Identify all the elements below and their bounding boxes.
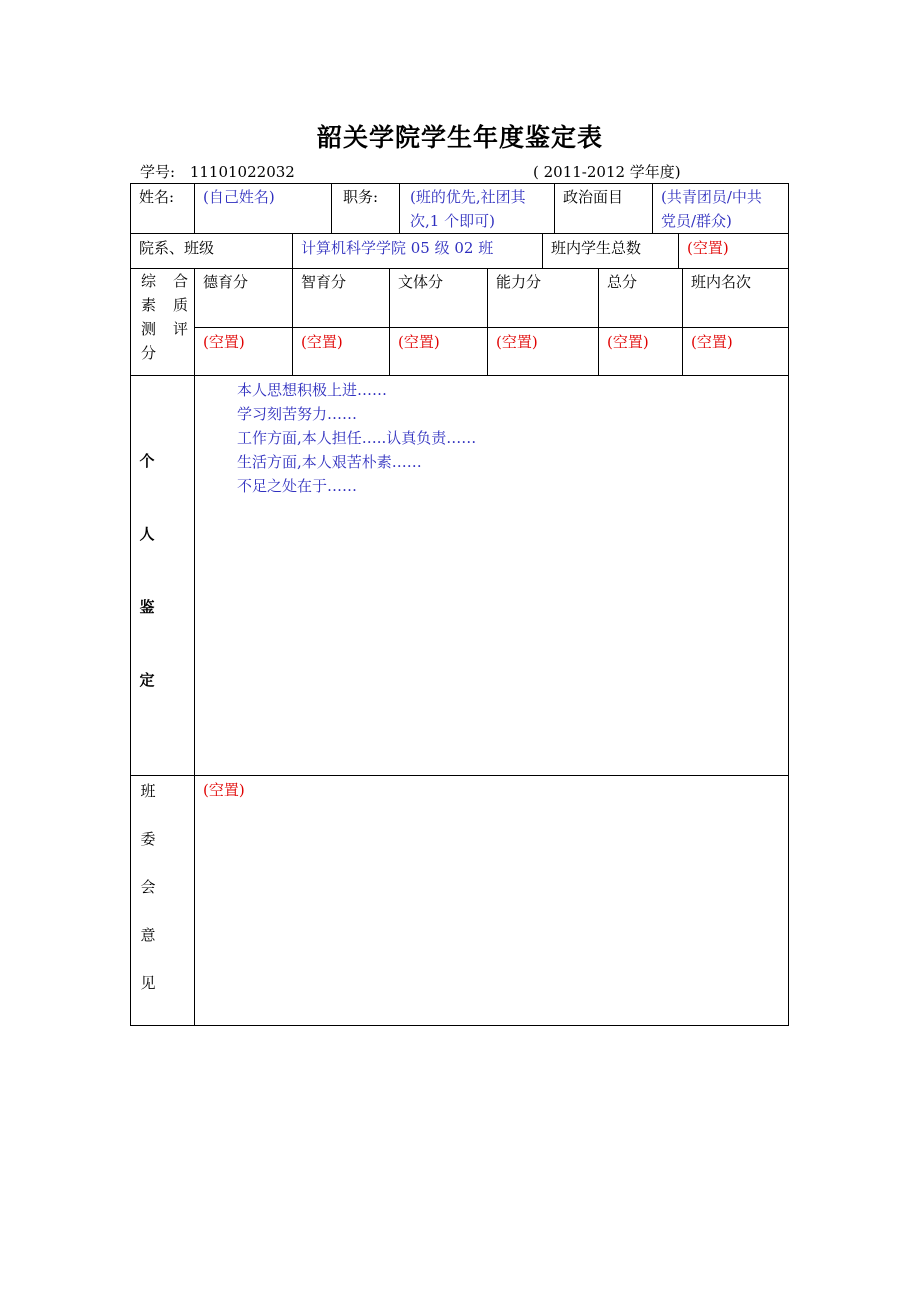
self-side-char: 个 xyxy=(139,452,155,470)
position-label: 职务: xyxy=(343,188,379,206)
appraisal-form xyxy=(130,183,789,1026)
score-header-total: 总分 xyxy=(607,273,638,291)
committee-side-char: 意 xyxy=(140,926,156,944)
self-line: 工作方面,本人担任…..认真负责…… xyxy=(237,429,477,447)
school-year: ( 2011-2012 学年度) xyxy=(533,163,681,181)
self-assessment-text[interactable] xyxy=(237,378,476,498)
student-id-label: 学号: xyxy=(140,163,176,181)
name-field[interactable]: (自己姓名) xyxy=(203,188,275,206)
score-side-char: 素 xyxy=(141,296,157,314)
score-side-char: 分 xyxy=(141,344,157,362)
score-header-rank: 班内名次 xyxy=(691,273,752,291)
score-value-ability[interactable]: (空置) xyxy=(496,333,538,351)
class-total-label: 班内学生总数 xyxy=(551,239,642,257)
name-label: 姓名: xyxy=(139,188,175,206)
student-id-value: 11101022032 xyxy=(189,163,295,181)
score-side-char: 测 xyxy=(141,320,157,338)
score-value-total[interactable]: (空置) xyxy=(607,333,649,351)
score-header-intellect: 智育分 xyxy=(301,273,347,291)
dept-field[interactable]: 计算机科学学院 05 级 02 班 xyxy=(301,239,494,257)
score-header-ability: 能力分 xyxy=(496,273,542,291)
score-side-char: 综 xyxy=(141,272,157,290)
committee-side-char: 班 xyxy=(140,782,156,800)
self-side-char: 定 xyxy=(139,671,155,689)
student-id-line xyxy=(140,161,295,182)
score-value-intellect[interactable]: (空置) xyxy=(301,333,343,351)
self-line: 本人思想积极上进…… xyxy=(237,381,388,399)
position-value-line2: 次,1 个即可) xyxy=(410,212,495,230)
self-side-char: 人 xyxy=(139,525,155,543)
political-field[interactable] xyxy=(661,185,762,233)
score-side-char: 合 xyxy=(173,272,189,290)
score-side-char: 质 xyxy=(173,296,189,314)
score-value-rank[interactable]: (空置) xyxy=(691,333,733,351)
self-line: 学习刻苦努力…… xyxy=(237,405,358,423)
score-side-label xyxy=(141,269,188,365)
political-value-line2: 党员/群众) xyxy=(661,212,732,230)
score-value-sports[interactable]: (空置) xyxy=(398,333,440,351)
dept-label: 院系、班级 xyxy=(139,239,215,257)
committee-opinion-field[interactable]: (空置) xyxy=(203,781,245,799)
position-field[interactable] xyxy=(410,185,526,233)
page-title: 韶关学院学生年度鉴定表 xyxy=(316,123,603,152)
self-side-char: 鉴 xyxy=(139,598,155,616)
score-header-moral: 德育分 xyxy=(203,273,249,291)
political-label: 政治面目 xyxy=(563,188,624,206)
self-line: 不足之处在于…… xyxy=(237,477,358,495)
score-value-moral[interactable]: (空置) xyxy=(203,333,245,351)
committee-side-char: 会 xyxy=(140,878,156,896)
committee-side-char: 委 xyxy=(140,830,156,848)
self-line: 生活方面,本人艰苦朴素…… xyxy=(237,453,422,471)
political-value-line1: (共青团员/中共 xyxy=(661,188,762,206)
position-value-line1: (班的优先,社团其 xyxy=(410,188,526,206)
score-header-sports: 文体分 xyxy=(398,273,444,291)
committee-side-char: 见 xyxy=(140,974,156,992)
score-side-char: 评 xyxy=(173,320,189,338)
class-total-field[interactable]: (空置) xyxy=(687,239,729,257)
